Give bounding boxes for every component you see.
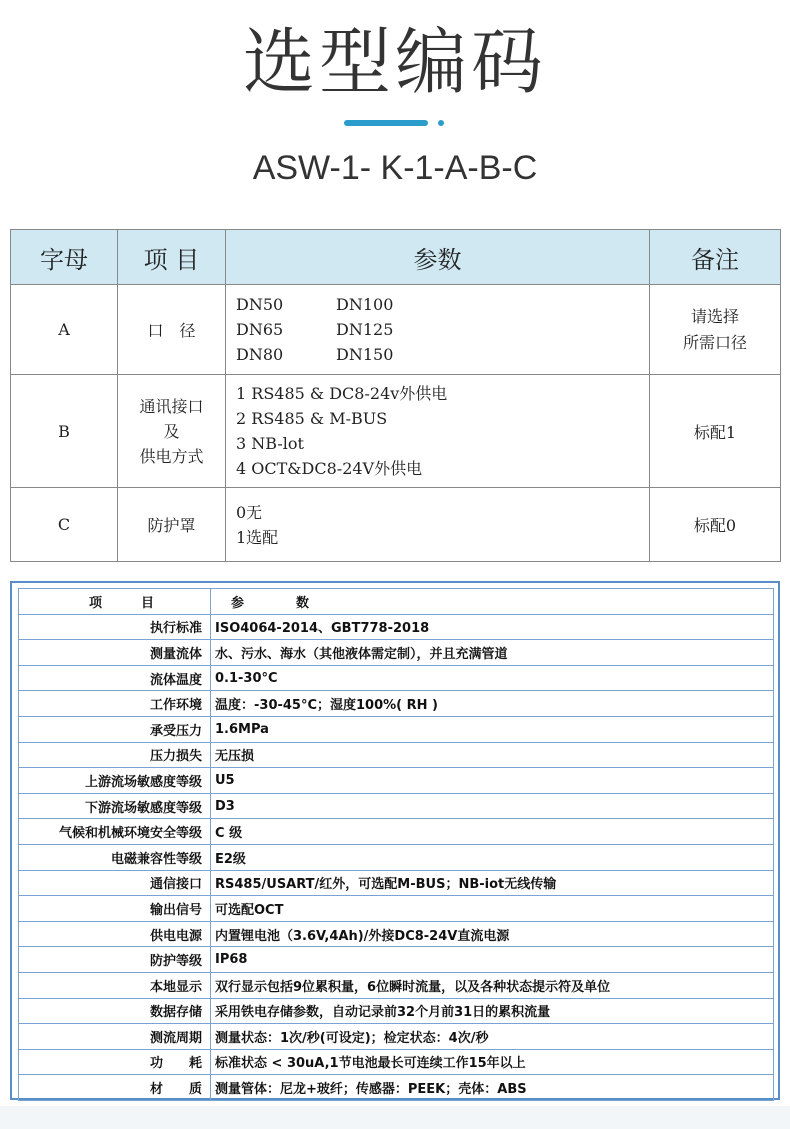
param-line [236,342,649,367]
spec-key: 功 耗 [19,1049,211,1075]
spec-value: 采用铁电存储参数，自动记录前32个月前31日的累积流量 [211,998,774,1024]
selection-table-header [11,230,781,285]
row-item [118,488,226,562]
table-row [19,691,774,717]
table-row [19,716,774,742]
row-item-line: 防护罩 [147,516,196,535]
header-note: 备注 [650,230,781,285]
param-line: 1选配 [236,527,279,547]
spec-key: 上游流场敏感度等级 [19,768,211,794]
note-line: 所需口径 [682,332,747,352]
table-row [19,768,774,794]
spec-value: 1.6MPa [211,716,774,742]
bottom-strip [0,1106,790,1129]
spec-value: 测量状态：1次/秒(可设定)；检定状态：4次/秒 [211,1024,774,1050]
table-row [19,793,774,819]
param-value: DN125 [336,320,394,339]
table-row [19,844,774,870]
row-item-line: 通讯接口 [139,396,204,416]
row-item-line: 及 [163,421,180,441]
row-params [226,285,650,375]
param-line: 4 OCT&DC8-24V外供电 [236,459,423,478]
spec-key: 测量流体 [19,640,211,666]
spec-value: 内置锂电池（3.6V,4Ah)/外接DC8-24V直流电源 [211,921,774,947]
spec-key: 本地显示 [19,972,211,998]
page-title: 选型编码 [242,20,547,104]
spec-key: 测流周期 [19,1024,211,1050]
spec-key: 承受压力 [19,716,211,742]
param-line [236,292,649,317]
spec-table-body [19,589,774,1101]
spec-key: 防护等级 [19,947,211,973]
spec-value: ISO4064-2014、GBT778-2018 [211,614,774,640]
table-row [19,819,774,845]
row-params [226,488,650,562]
row-params [226,375,650,488]
param-value: DN100 [336,295,394,314]
table-row [11,488,781,562]
header-params: 参数 [226,230,650,285]
spec-header-param: 参 数 [211,589,774,615]
spec-value: 无压损 [211,742,774,768]
table-row [19,1024,774,1050]
table-row [19,1075,774,1101]
table-row [19,1049,774,1075]
spec-key: 输出信号 [19,896,211,922]
spec-key: 流体温度 [19,665,211,691]
param-line: 0无 [236,502,263,522]
param-value: DN65 [236,320,284,339]
param-value: DN150 [336,345,394,364]
param-line: 3 NB-lot [236,434,304,453]
param-line: 1 RS485 & DC8-24v外供电 [236,384,448,403]
row-item-line: 供电方式 [139,446,204,466]
spec-value: 标准状态 < 30uA,1节电池最长可连续工作15年以上 [211,1049,774,1075]
selection-table [10,229,781,562]
table-row [19,921,774,947]
table-row [19,947,774,973]
model-code: ASW-1- K-1-A-B-C [252,149,538,187]
row-item [118,375,226,488]
spec-key: 执行标准 [19,614,211,640]
spec-value: E2级 [211,844,774,870]
table-row [11,285,781,375]
table-row [19,998,774,1024]
row-letter: B [11,375,118,488]
spec-key: 压力损失 [19,742,211,768]
spec-value: 双行显示包括9位累积量，6位瞬时流量，以及各种状态提示符及单位 [211,972,774,998]
note-line: 标配1 [693,422,737,442]
spec-key: 数据存储 [19,998,211,1024]
spec-key: 供电电源 [19,921,211,947]
header-item: 项 目 [118,230,226,285]
note-line: 请选择 [690,306,739,326]
param-value: DN80 [236,345,284,364]
spec-value: 测量管体：尼龙+玻纤；传感器：PEEK；壳体：ABS [211,1075,774,1101]
divider-bar [344,120,428,126]
param-value: DN50 [236,295,284,314]
spec-value: D3 [211,793,774,819]
header-letter: 字母 [11,230,118,285]
table-row [19,870,774,896]
spec-key: 下游流场敏感度等级 [19,793,211,819]
table-row [19,742,774,768]
divider-dot [438,120,444,126]
table-row [19,896,774,922]
spec-value: 水、污水、海水（其他液体需定制），并且充满管道 [211,640,774,666]
spec-value: 温度：-30-45°C；湿度100%( RH ) [211,691,774,717]
title-divider [0,119,790,127]
spec-value: RS485/USART/红外，可选配M-BUS；NB-iot无线传输 [211,870,774,896]
row-item-line: 口 径 [147,321,196,340]
spec-key: 工作环境 [19,691,211,717]
param-line [236,317,649,342]
spec-key: 材 质 [19,1075,211,1101]
spec-value: C 级 [211,819,774,845]
param-line: 2 RS485 & M-BUS [236,409,388,428]
spec-value: 可选配OCT [211,896,774,922]
row-letter: C [11,488,118,562]
row-note [650,375,781,488]
table-row [19,614,774,640]
table-row [19,640,774,666]
spec-table-frame [10,581,780,1100]
spec-key: 通信接口 [19,870,211,896]
row-note [650,488,781,562]
row-letter: A [11,285,118,375]
note-line: 标配0 [693,516,737,535]
spec-header-item: 项 目 [19,589,211,615]
spec-key: 电磁兼容性等级 [19,844,211,870]
row-item [118,285,226,375]
table-row [11,375,781,488]
spec-value: IP68 [211,947,774,973]
spec-key: 气候和机械环境安全等级 [19,819,211,845]
row-note [650,285,781,375]
spec-table [18,588,774,1101]
table-row [19,665,774,691]
table-row [19,972,774,998]
spec-value: U5 [211,768,774,794]
spec-table-header [19,589,774,615]
spec-value: 0.1-30°C [211,665,774,691]
